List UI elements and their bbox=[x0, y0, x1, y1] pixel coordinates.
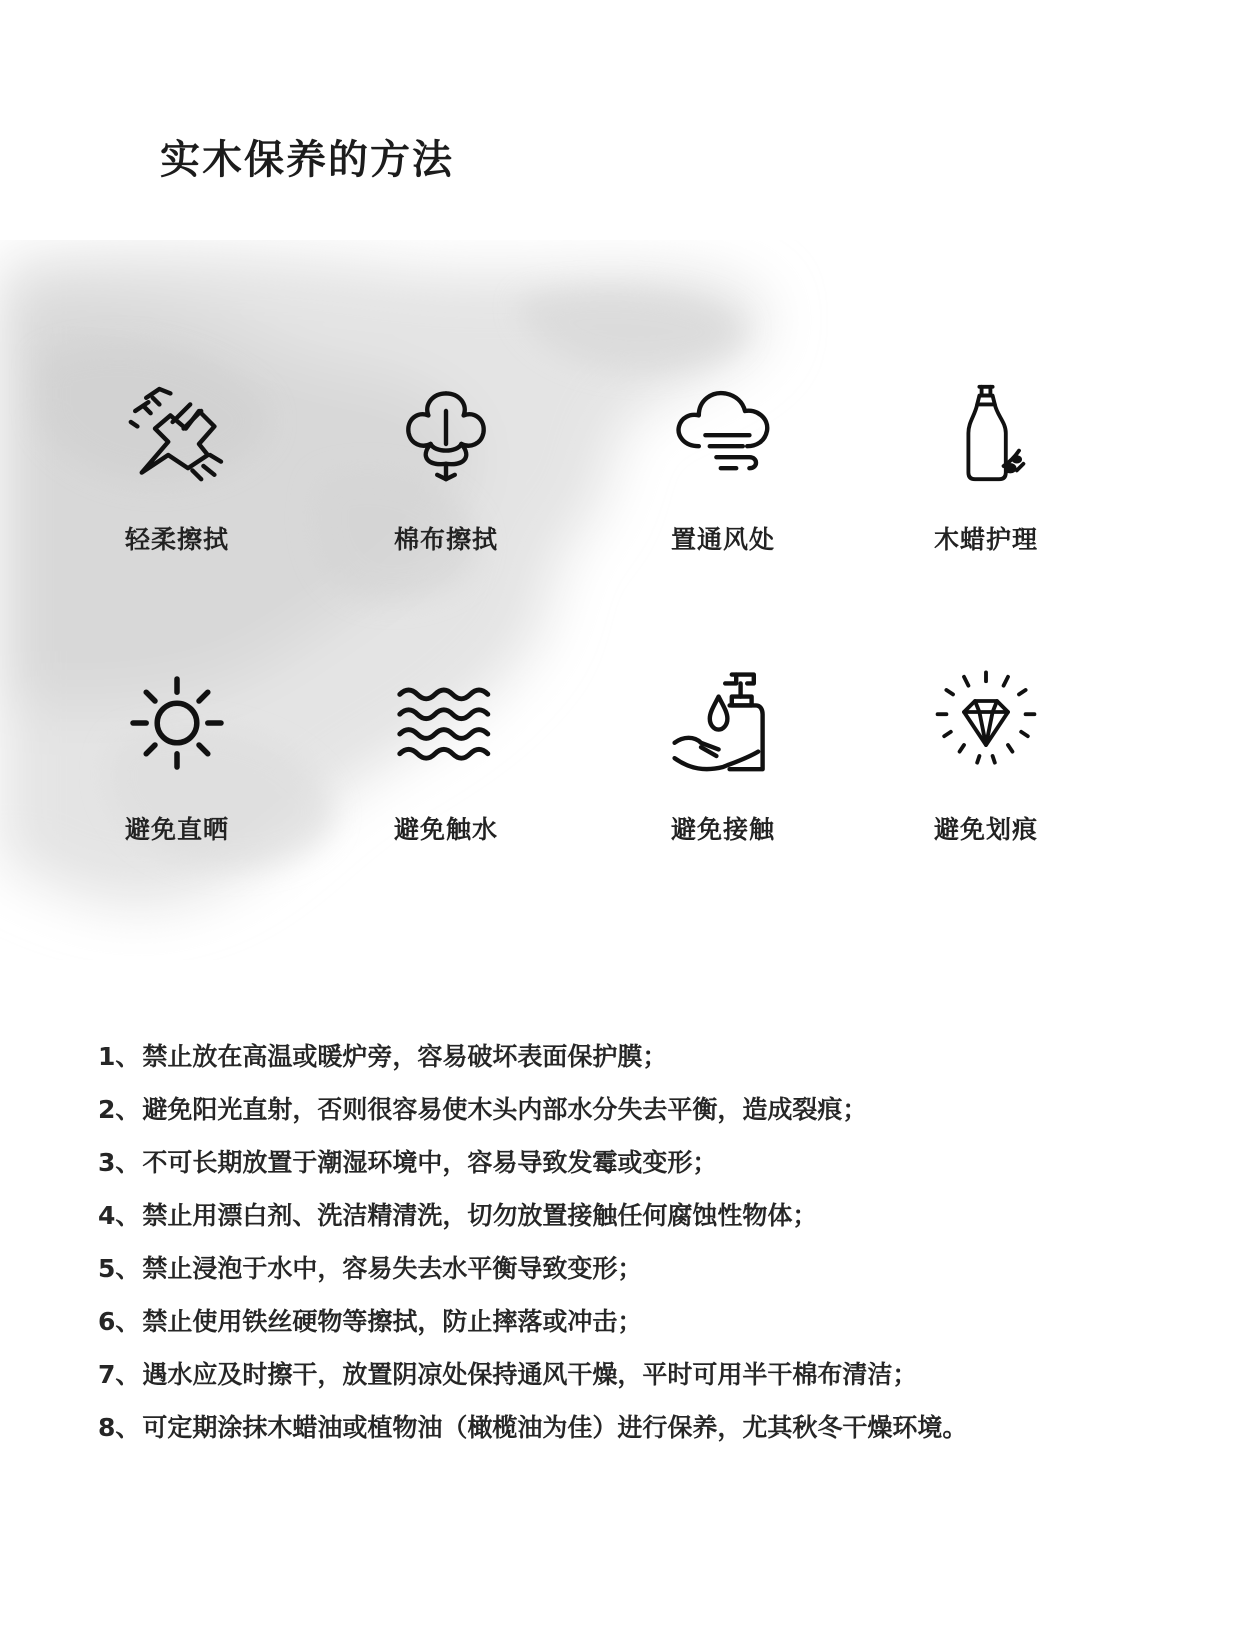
list-item-number: 5、 bbox=[98, 1254, 141, 1283]
sparkling-diamond-icon bbox=[931, 668, 1041, 778]
oil-bottle-icon bbox=[931, 378, 1041, 488]
list-item bbox=[98, 1189, 1198, 1242]
soap-dispenser-hand-icon bbox=[668, 668, 778, 778]
care-label: 棉布擦拭 bbox=[393, 525, 498, 554]
sun-icon bbox=[122, 668, 232, 778]
care-item-gentle-wipe bbox=[57, 378, 297, 556]
list-item-text: 避免阳光直射，否则很容易使木头内部水分失去平衡，造成裂痕； bbox=[142, 1095, 868, 1124]
list-item bbox=[98, 1295, 1198, 1348]
list-item bbox=[98, 1401, 1198, 1454]
list-item-text: 禁止浸泡于水中，容易失去水平衡导致变形； bbox=[142, 1254, 643, 1283]
care-item-wax-care bbox=[866, 378, 1106, 556]
list-item-number: 7、 bbox=[98, 1360, 141, 1389]
care-label: 避免接触 bbox=[670, 815, 775, 844]
list-item-text: 禁止使用铁丝硬物等擦拭，防止摔落或冲击； bbox=[142, 1307, 643, 1336]
list-item-number: 1、 bbox=[98, 1042, 141, 1071]
list-item bbox=[98, 1348, 1198, 1401]
care-item-avoid-scratch bbox=[866, 668, 1106, 846]
list-item bbox=[98, 1030, 1198, 1083]
list-item bbox=[98, 1242, 1198, 1295]
care-item-cotton-wipe bbox=[326, 378, 566, 556]
water-waves-icon bbox=[391, 668, 501, 778]
care-item-avoid-contact bbox=[603, 668, 843, 846]
page-title: 实木保养的方法 bbox=[160, 137, 454, 183]
care-item-ventilation bbox=[603, 378, 843, 556]
list-item-number: 3、 bbox=[98, 1148, 141, 1177]
list-item-text: 可定期涂抹木蜡油或植物油（橄榄油为佳）进行保养，尤其秋冬干燥环境。 bbox=[142, 1413, 968, 1442]
care-label: 置通风处 bbox=[670, 525, 775, 554]
care-label: 木蜡护理 bbox=[933, 525, 1038, 554]
list-item-text: 遇水应及时擦干，放置阴凉处保持通风干燥，平时可用半干棉布清洁； bbox=[142, 1360, 918, 1389]
list-item-number: 4、 bbox=[98, 1201, 141, 1230]
list-item-text: 禁止用漂白剂、洗洁精清洗，切勿放置接触任何腐蚀性物体； bbox=[142, 1201, 818, 1230]
care-label: 轻柔擦拭 bbox=[124, 525, 229, 554]
list-item bbox=[98, 1083, 1198, 1136]
list-item-number: 6、 bbox=[98, 1307, 141, 1336]
list-item-number: 8、 bbox=[98, 1413, 141, 1442]
list-item-text: 不可长期放置于潮湿环境中，容易导致发霉或变形； bbox=[142, 1148, 718, 1177]
care-label: 避免直晒 bbox=[124, 815, 229, 844]
care-label: 避免划痕 bbox=[933, 815, 1038, 844]
list-item-number: 2、 bbox=[98, 1095, 141, 1124]
cloud-wind-icon bbox=[668, 378, 778, 488]
hand-wipe-icon bbox=[122, 378, 232, 488]
care-item-avoid-sun bbox=[57, 668, 297, 846]
list-item-text: 禁止放在高温或暖炉旁，容易破坏表面保护膜； bbox=[142, 1042, 668, 1071]
care-label: 避免触水 bbox=[393, 815, 498, 844]
list-item bbox=[98, 1136, 1198, 1189]
care-rules-list bbox=[98, 1030, 1198, 1454]
care-item-avoid-water bbox=[326, 668, 566, 846]
cotton-flower-icon bbox=[391, 378, 501, 488]
